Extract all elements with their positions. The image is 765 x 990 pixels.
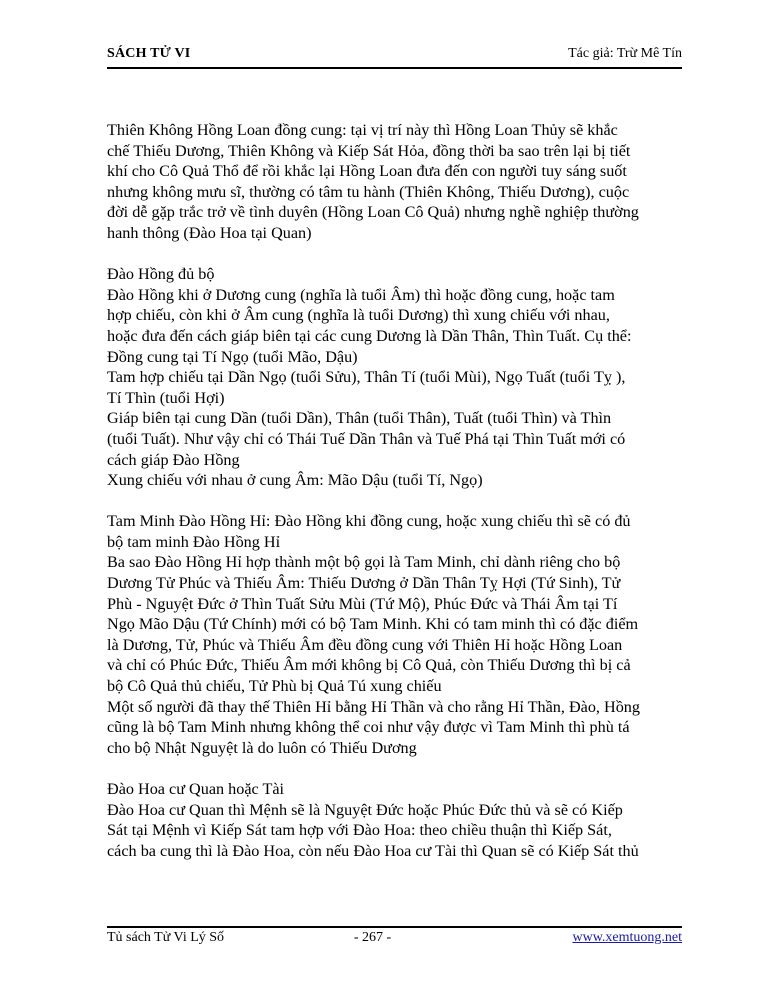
text-line: Đồng cung tại Tí Ngọ (tuổi Mão, Dậu) [107,347,358,366]
text-line: Tí Thìn (tuổi Hợi) [107,388,225,407]
text-line: bộ tam minh Đào Hồng Hỉ [107,532,281,551]
paragraph-gap [107,244,687,265]
paragraph-gap [107,491,687,512]
author-credit: Tác giả: Trừ Mê Tín [568,46,682,61]
text-line: Giáp biên tại cung Dần (tuổi Dần), Thân (tuổi Thân), Tuất (tuổi Thìn) và Thìn [107,409,612,428]
text-line: hợp chiếu, còn khi ở Âm cung (nghĩa là tuổi Dương) thì xung chiếu với nhau, [107,306,610,325]
text-line: cũng là bộ Tam Minh nhưng không thể coi như vậy được vì Tam Minh thì phù tá [107,718,630,737]
text-line: Dương Tử Phúc và Thiếu Âm: Thiếu Dương ở Dần Thân Tỵ Hợi (Tứ Sinh), Tử [107,574,621,593]
text-line: Phù - Nguyệt Đức ở Thìn Tuất Sửu Mùi (Tứ Mộ), Phúc Đức và Thái Âm tại Tí [107,594,618,613]
text-line: cách ba cung thì là Đào Hoa, còn nếu Đào Hoa cư Tài thì Quan sẽ có Kiếp Sát thủ [107,841,639,860]
section-heading: Đào Hồng đủ bộ [107,265,215,284]
text-line: Đào Hồng khi ở Dương cung (nghĩa là tuổi Âm) thì hoặc đồng cung, hoặc tam [107,285,615,304]
section-heading: Đào Hoa cư Quan hoặc Tài [107,780,285,798]
paragraph-dao-hoa-cu-quan [107,779,687,861]
text-line: cho bộ Nhật Nguyệt là do luôn có Thiếu Dương [107,738,417,757]
text-line: Sát tại Mệnh vì Kiếp Sát tam hợp với Đào Hoa: theo chiều thuận thì Kiếp Sát, [107,821,612,840]
text-line: Ngọ Mão Dậu (Tứ Chính) mới có bộ Tam Minh. Khi có tam minh thì có đặc điểm [107,615,639,634]
book-title: SÁCH TỬ VI [107,46,191,61]
text-line: Thiên Không Hồng Loan đồng cung: tại vị trí này thì Hồng Loan Thủy sẽ khắc [107,121,618,139]
paragraph-thien-khong-hong-loan [107,120,687,244]
page-header [107,44,682,66]
website-link[interactable]: www.xemtuong.net [572,930,682,945]
text-line: Tam Minh Đào Hồng Hỉ: Đào Hồng khi đồng cung, hoặc xung chiếu thì sẽ có đủ [107,512,631,531]
text-line: bộ Cô Quả thủ chiếu, Tử Phù bị Quả Tú xung chiếu [107,677,442,696]
text-line: cách giáp Đào Hồng [107,450,240,469]
paragraph-gap [107,758,687,779]
text-line: là Dương, Tử, Phúc và Thiếu Âm đều đồng cung với Thiên Hỉ hoặc Hồng Loan [107,635,623,654]
text-line: Tam hợp chiếu tại Dần Ngọ (tuổi Sửu), Thân Tí (tuổi Mùi), Ngọ Tuất (tuổi Tỵ ), [107,368,626,387]
text-line: hoặc đưa đến cách giáp biên tại các cung Dương là Dần Thân, Thìn Tuất. Cụ thể: [107,326,632,345]
page-footer [107,930,682,950]
page-body [107,120,687,861]
footer-divider [107,926,682,928]
text-line: Xung chiếu với nhau ở cung Âm: Mão Dậu (tuổi Tí, Ngọ) [107,471,483,490]
text-line: và chỉ có Phúc Đức, Thiếu Âm mới không bị Cô Quả, còn Thiếu Dương thì bị cả [107,656,631,675]
text-line: Đào Hoa cư Quan thì Mệnh sẽ là Nguyệt Đức hoặc Phúc Đức thủ và sẽ có Kiếp [107,800,623,819]
header-divider [107,67,682,69]
text-line: Ba sao Đào Hồng Hỉ hợp thành một bộ gọi là Tam Minh, chỉ dành riêng cho bộ [107,553,621,572]
text-line: khí cho Cô Quả Thổ để rồi khắc lại Hồng Loan đưa đến con người tuy sáng suốt [107,162,627,181]
paragraph-tam-minh [107,511,687,758]
series-name: Tủ sách Tử Vi Lý Số [107,930,225,945]
paragraph-dao-hong-du-bo [107,264,687,491]
page-number: - 267 - [353,930,392,945]
text-line: (tuổi Tuất). Như vậy chỉ có Thái Tuế Dần Thân và Tuế Phá tại Thìn Tuất mới có [107,429,626,448]
text-line: đời dễ gặp trắc trở về tình duyên (Hồng Loan Cô Quả) nhưng nghề nghiệp thường [107,203,639,222]
text-line: hanh thông (Đào Hoa tại Quan) [107,223,312,242]
text-line: nhưng không mưu sĩ, thường có tâm tu hành (Thiên Không, Thiếu Dương), cuộc [107,182,630,201]
text-line: Một số người đã thay thế Thiên Hỉ bằng Hỉ Thần và cho rằng Hỉ Thần, Đào, Hồng [107,697,640,716]
text-line: chế Thiếu Dương, Thiên Không và Kiếp Sát Hỏa, đồng thời ba sao trên lại bị tiết [107,141,631,160]
